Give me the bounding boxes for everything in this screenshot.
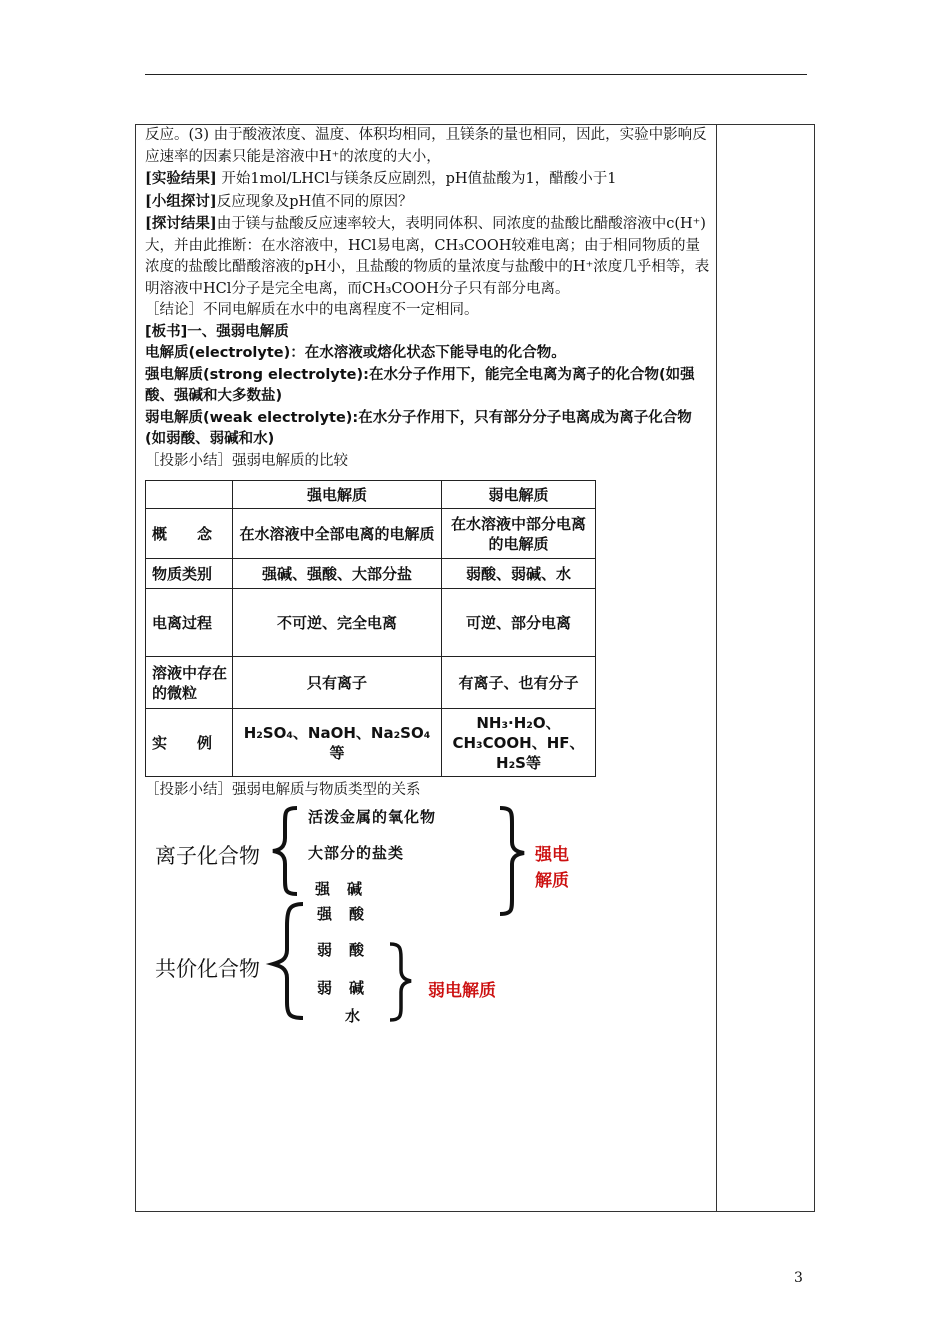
covalent-compound-label: 共价化合物 <box>155 957 260 981</box>
ionic-left-brace <box>273 808 297 894</box>
lesson-text <box>145 125 711 472</box>
comparison-table <box>145 480 596 777</box>
paragraph-caption <box>145 451 711 473</box>
paragraph-discussion-result <box>145 213 711 300</box>
section-tag: [探讨结果] <box>145 215 217 232</box>
paragraph-conclusion <box>145 300 711 322</box>
paragraph-intro <box>145 125 711 168</box>
section-tag: [实验结果] <box>145 170 217 187</box>
table-row <box>146 657 596 709</box>
table-row-header: 概 念 <box>146 509 233 559</box>
paragraph-result <box>145 168 711 191</box>
table-cell: 只有离子 <box>233 657 442 709</box>
page-number: 3 <box>794 1270 803 1286</box>
table-row <box>146 509 596 559</box>
strong-electrolyte-label: 强电 <box>535 845 569 865</box>
table-cell: H₂SO₄、NaOH、Na₂SO₄等 <box>233 709 442 777</box>
strong-right-brace <box>500 808 524 914</box>
diagram-item: 弱 酸 <box>317 941 366 959</box>
table-cell: 弱酸、弱碱、水 <box>442 559 596 589</box>
diagram-item: 强 酸 <box>317 905 366 923</box>
table-cell: 可逆、部分电离 <box>442 589 596 657</box>
relation-caption: ［投影小结］强弱电解质与物质类型的关系 <box>145 782 421 798</box>
table-header-row <box>146 481 596 509</box>
diagram-item: 水 <box>345 1007 362 1025</box>
relation-diagram <box>145 800 711 1040</box>
diagram-item: 活泼金属的氧化物 <box>308 808 437 826</box>
covalent-left-brace <box>273 904 303 1018</box>
table-row-header: 实 例 <box>146 709 233 777</box>
paragraph-text: 由于镁与盐酸反应速率较大，表明同体积、同浓度的盐酸比醋酸溶液中c(H⁺)大，并由此推断：在水溶液中，HCl易电离，CH₃COOH较难电离；由于相同物质的量浓度的盐酸比醋酸溶液的pH小，且盐酸的物质的量浓度与盐酸中的H⁺浓度几乎相等，表明溶液中HCl分子是完全电离，而CH₃COOH分子只有部分电离。 <box>145 216 710 297</box>
diagram-item: 弱 碱 <box>317 979 366 997</box>
table-cell: 不可逆、完全电离 <box>233 589 442 657</box>
table-row-header: 物质类别 <box>146 559 233 589</box>
frame-divider <box>716 124 717 1212</box>
table-header-cell: 强电解质 <box>233 481 442 509</box>
weak-right-brace <box>390 944 411 1020</box>
table-row-header: 溶液中存在的微粒 <box>146 657 233 709</box>
paragraph-text: [板书]一、强弱电解质 <box>145 323 289 340</box>
header-rule <box>145 74 807 75</box>
paragraph-board <box>145 322 711 344</box>
paragraph-text: 强电解质(strong electrolyte):在水分子作用下，能完全电离为离子的化合物(如强酸、强碱和大多数盐) <box>145 366 695 404</box>
table-row <box>146 709 596 777</box>
table-row <box>146 589 596 657</box>
paragraph-weak <box>145 408 711 451</box>
diagram-braces <box>145 800 711 1040</box>
table-header-cell: 弱电解质 <box>442 481 596 509</box>
table-row <box>146 559 596 589</box>
paragraph-strong <box>145 365 711 408</box>
paragraph-discussion <box>145 191 711 214</box>
paragraph-text: 电解质(electrolyte)：在水溶液或熔化状态下能导电的化合物。 <box>145 345 566 361</box>
paragraph-text: 反应现象及pH值不同的原因？ <box>216 193 413 210</box>
diagram-item: 强 碱 <box>315 880 364 898</box>
weak-electrolyte-label: 弱电解质 <box>428 981 496 1001</box>
table-cell: NH₃·H₂O、CH₃COOH、HF、H₂S等 <box>442 709 596 777</box>
strong-electrolyte-label: 解质 <box>535 871 569 891</box>
paragraph-text: ［投影小结］强弱电解质的比较 <box>145 452 348 469</box>
table-cell: 在水溶液中全部电离的电解质 <box>233 509 442 559</box>
paragraph-text: 反应。(3) 由于酸液浓度、温度、体积均相同，且镁条的量也相同，因此，实验中影响反应速率的因素只能是溶液中H⁺的浓度的大小， <box>145 127 707 165</box>
paragraph-text: 弱电解质(weak electrolyte):在水分子作用下，只有部分分子电离成为离子化合物(如弱酸、弱碱和水) <box>145 409 692 447</box>
table-row-header: 电离过程 <box>146 589 233 657</box>
diagram-item: 大部分的盐类 <box>308 844 405 862</box>
table-cell: 强碱、强酸、大部分盐 <box>233 559 442 589</box>
ionic-compound-label: 离子化合物 <box>155 844 260 868</box>
table-cell: 有离子、也有分子 <box>442 657 596 709</box>
paragraph-text: ［结论］不同电解质在水中的电离程度不一定相同。 <box>145 302 479 318</box>
paragraph-electrolyte <box>145 343 711 365</box>
paragraph-text: 开始1mol/LHCl与镁条反应剧烈，pH值盐酸为1，醋酸小于1 <box>216 171 617 187</box>
table-cell: 在水溶液中部分电离的电解质 <box>442 509 596 559</box>
table-header-cell <box>146 481 233 509</box>
section-tag: [小组探讨] <box>145 192 217 210</box>
